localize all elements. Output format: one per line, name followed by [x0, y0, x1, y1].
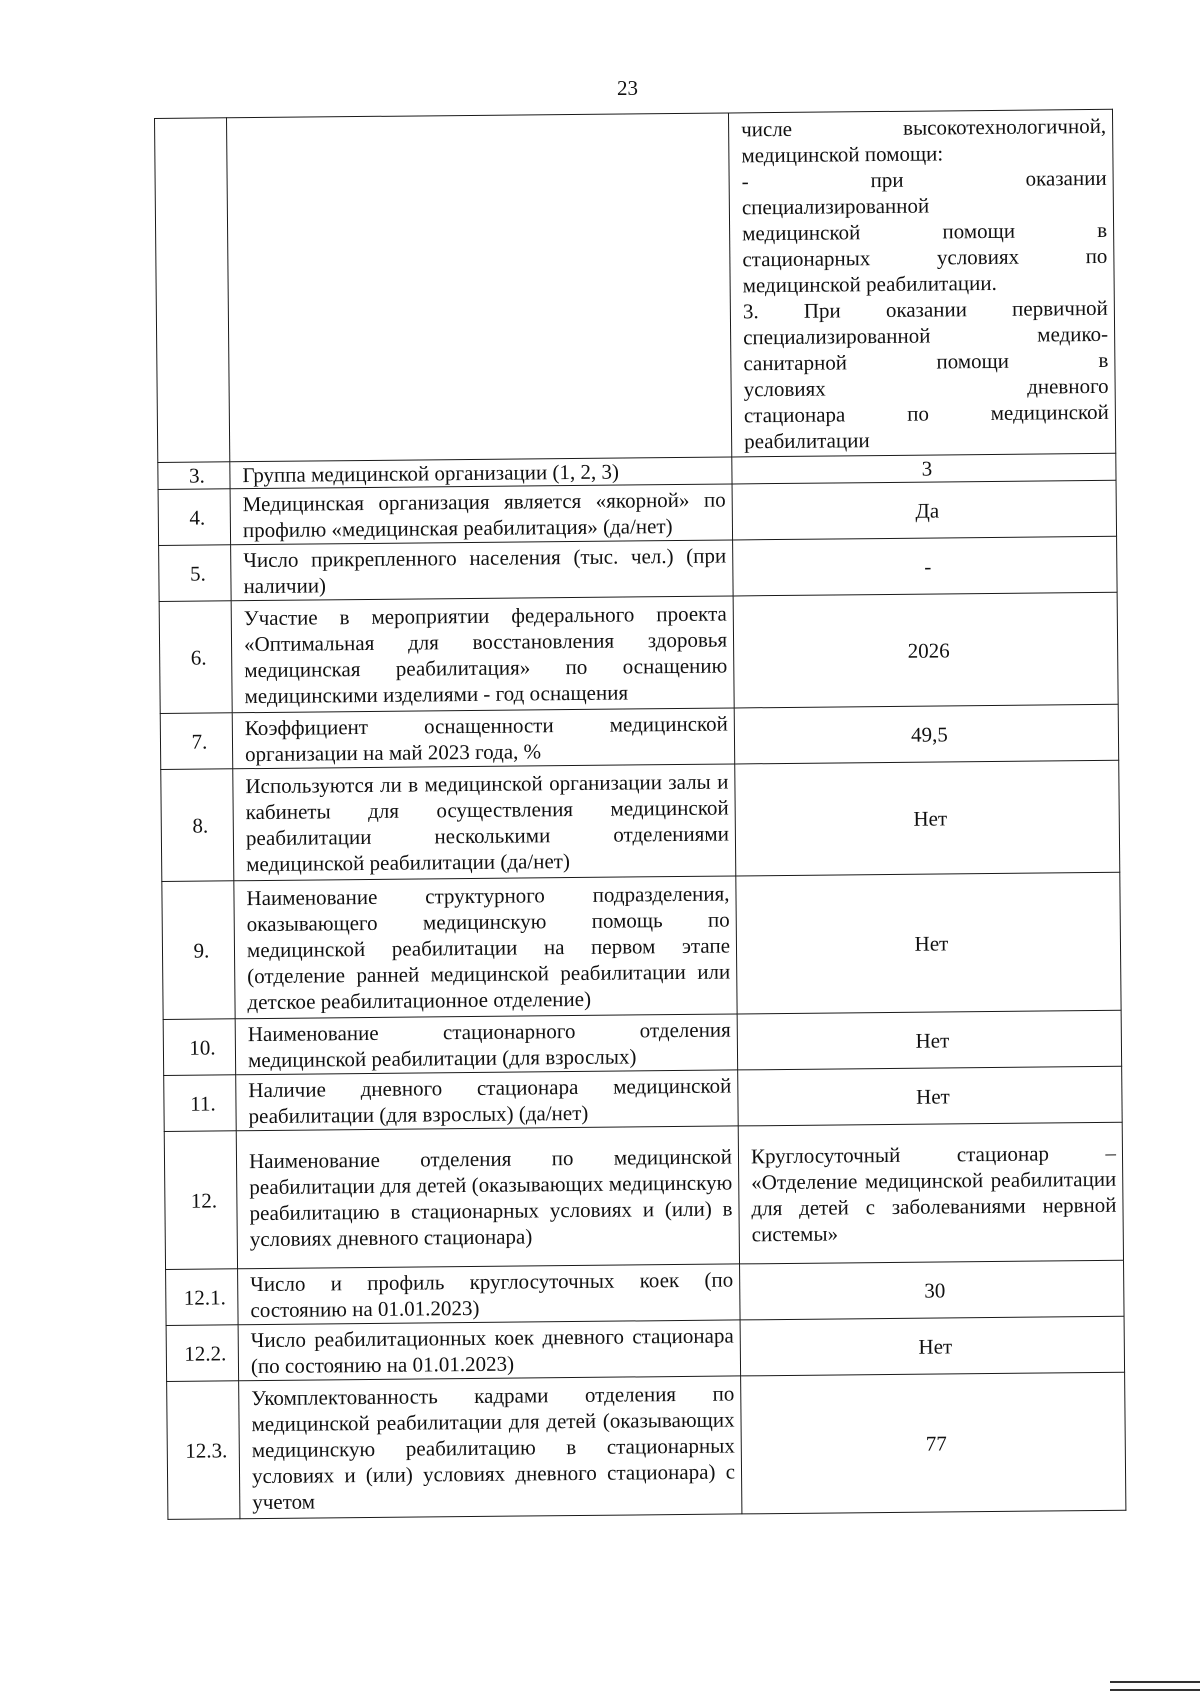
- row-number: 6.: [159, 601, 232, 714]
- table-row: [162, 872, 1121, 1019]
- table-row: [164, 1066, 1122, 1131]
- row-description: Число прикрепленного населения (тыс. чел.) (при наличии): [231, 540, 734, 601]
- row-value: Нет: [740, 1316, 1125, 1376]
- row-description: Медицинская организация является «якорной» по профилю «медицинская реабилитация» (да/нет): [230, 484, 733, 545]
- row-description: Наименование стационарного отделения медицинской реабилитации (для взрослых): [235, 1014, 738, 1075]
- row-value: 77: [741, 1372, 1126, 1514]
- table-row: [164, 1122, 1123, 1269]
- table-row: [166, 1316, 1124, 1381]
- table-row: [159, 536, 1117, 601]
- row-value: -: [733, 536, 1118, 596]
- row-description: Наличие дневного стационара медицинской реабилитации (для взрослых) (да/нет): [236, 1070, 739, 1131]
- row-description: Число реабилитационных коек дневного стационара (по состоянию на 01.01.2023): [238, 1320, 741, 1381]
- row-description: Используются ли в медицинской организации залы и кабинеты для осуществления медицинской реабилитации несколькими отделениями медицинской реабилитации (да/нет): [233, 764, 736, 881]
- table-row-continuation: [155, 109, 1116, 462]
- row-description: Группа медицинской организации (1, 2, 3): [230, 457, 732, 489]
- row-description-cell: [227, 113, 732, 462]
- continuation-text-cell: [728, 109, 1115, 457]
- row-number: 12.2.: [166, 1325, 239, 1382]
- row-description: Укомплектованность кадрами отделения по медицинской реабилитации для детей (оказывающих медицинскую реабилитацию в стационарных условиях и (или) условиях дневного стационара) с учетом: [239, 1376, 742, 1519]
- row-number: 11.: [164, 1075, 237, 1132]
- row-value: 30: [740, 1260, 1125, 1320]
- row-value: Нет: [736, 872, 1121, 1014]
- row-number: 8.: [161, 769, 234, 882]
- document-sheet: [154, 109, 1125, 1520]
- cont-line: специализированной: [741, 193, 930, 219]
- row-number: 9.: [162, 881, 235, 1020]
- row-number: 12.: [164, 1131, 237, 1270]
- row-value: Нет: [738, 1066, 1123, 1126]
- row-value: Нет: [735, 760, 1120, 876]
- row-description: Коэффициент оснащенности медицинской организации на май 2023 года, %: [232, 708, 735, 769]
- row-number: 10.: [163, 1019, 236, 1076]
- cont-line: медицинской помощи в: [742, 217, 1108, 245]
- rehabilitation-info-table: [154, 109, 1126, 1520]
- table-row: [163, 1010, 1121, 1075]
- row-number: 3.: [158, 462, 230, 490]
- row-number-cell: [155, 118, 230, 463]
- row-number: 4.: [158, 489, 231, 546]
- row-number: 5.: [159, 545, 232, 602]
- table-row: [158, 480, 1116, 545]
- row-description: Число и профиль круглосуточных коек (по состоянию на 01.01.2023): [238, 1264, 741, 1325]
- table-row: [161, 760, 1120, 881]
- table-row: [167, 1372, 1126, 1519]
- row-value: Да: [732, 480, 1117, 540]
- row-description: Участие в мероприятии федерального проекта «Оптимальная для восстановления здоровья медицинская реабилитация» по оснащению медицинскими изделиями - год оснащения: [231, 596, 734, 713]
- row-description: Наименование отделения по медицинской реабилитации для детей (оказывающих медицинскую реабилитацию в стационарных условиях и (или) в условиях дневного стационара): [236, 1126, 739, 1269]
- cont-line: специализированной медико-: [743, 321, 1109, 349]
- row-number: 12.3.: [167, 1381, 240, 1520]
- row-value: 2026: [733, 592, 1118, 708]
- row-value: 49,5: [734, 704, 1119, 764]
- row-value: 3: [732, 453, 1116, 484]
- cont-line: - при оказании: [741, 165, 1107, 193]
- cont-line: стационара по медицинской: [743, 399, 1109, 427]
- row-number: 12.1.: [166, 1269, 239, 1326]
- row-description: Наименование структурного подразделения, оказывающего медицинскую помощь по медицинской реабилитации на первом этапе (отделение ранней медицинской реабилитации или детское реабилитационное отделение): [234, 876, 737, 1019]
- row-number: 7.: [160, 713, 233, 770]
- table-row: [166, 1260, 1124, 1325]
- row-value: Нет: [737, 1010, 1122, 1070]
- cont-line: медицинской реабилитации.: [742, 270, 997, 297]
- cont-line: санитарной помощи в: [743, 347, 1109, 375]
- row-value: Круглосуточный стационар – «Отделение медицинской реабилитации для детей с заболеваниями нервной системы»: [738, 1122, 1123, 1264]
- cont-line: реабилитации: [744, 427, 870, 453]
- scan-edge-mark: [1110, 1681, 1200, 1691]
- cont-line: числе высокотехнологичной,: [741, 113, 1107, 141]
- cont-line: медицинской помощи:: [741, 140, 944, 167]
- table-row: [159, 592, 1118, 713]
- table-row: [160, 704, 1118, 769]
- cont-line: 3. При оказании первичной: [742, 295, 1108, 323]
- cont-line: стационарных условиях по: [742, 243, 1108, 271]
- page-number: 23: [617, 76, 638, 100]
- cont-line: условиях дневного: [743, 373, 1109, 401]
